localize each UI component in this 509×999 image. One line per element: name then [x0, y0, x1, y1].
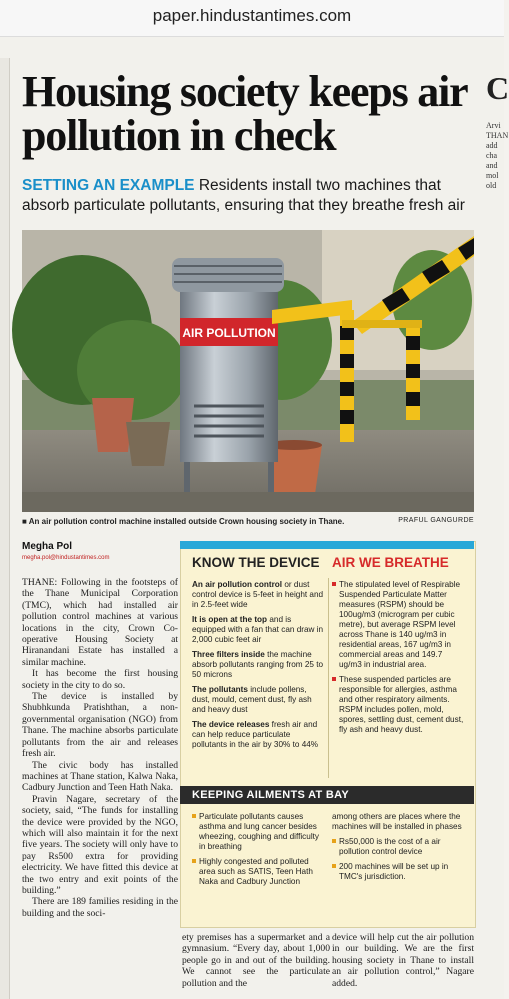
ailment-item: Highly congested and polluted area such as SATIS, Teen Hath Naka and Cadbury Junction — [192, 857, 327, 887]
photo-caption: ■ An air pollution control machine installed outside Crown housing society in Thane. PRAFUL GANGURDE — [22, 517, 474, 526]
air-item: These suspended particles are responsible for allergies, asthma and other respiratory ailments. RSPM includes pollen, mold, spores, settling dust, cement dust, fly ash and heavy dust. — [332, 675, 464, 735]
ailment-item: 200 machines will be set up in TMC's jurisdiction. — [332, 862, 467, 882]
know-the-device-list — [192, 580, 324, 755]
adjacent-text-line: cha — [486, 151, 498, 160]
deck — [22, 176, 467, 216]
adjacent-text-line: mol — [486, 171, 499, 180]
body-column-3 — [332, 932, 474, 989]
byline: Megha Pol — [22, 541, 73, 552]
adjacent-text — [486, 121, 509, 191]
ailment-item: Rs50,000 is the cost of a air pollution control device — [332, 837, 467, 857]
know-item: It is open at the top and is equipped with a fan that can draw in 2,000 cubic feet air — [192, 615, 324, 644]
article-photo — [22, 230, 474, 512]
adjacent-text-line: THAN — [486, 131, 509, 140]
deck-text: Residents install two machines that absorb particulate pollutants, ensuring that they breathe fresh air — [22, 177, 465, 214]
ailment-item-continued: among others are places where the machines will be installed in phases — [332, 812, 462, 831]
body-column-2 — [182, 932, 330, 989]
body-paragraph: device will help cut the air pollution in our building. We are the first housing society in Thane to install an air pollution control,” Nagare added. — [332, 932, 474, 989]
body-paragraph: The device is installed by Shubhkunda Pratishthan, a non-governmental organisation (NGO) from Thane. The machine absorbs particulate pollutants from the air and releases fresh air. — [22, 691, 178, 760]
body-paragraph: The civic body has installed machines at Thane station, Kalwa Naka, Cadbury Junction and Teen Hath Naka. — [22, 759, 178, 794]
air-we-breathe-title: AIR WE BREATHE — [332, 555, 449, 570]
ailments-list-left — [192, 812, 327, 892]
know-item: Three filters inside the machine absorb pollutants ranging from 25 to 50 microns — [192, 650, 324, 679]
adjacent-text-line: and — [486, 161, 498, 170]
byline-email[interactable]: megha.pol@hindustantimes.com — [22, 555, 110, 561]
url-text[interactable]: paper.hindustantimes.com — [152, 6, 352, 25]
photo-credit: PRAFUL GANGURDE — [398, 517, 474, 524]
ailments-list-right — [332, 812, 467, 887]
page-edge — [0, 58, 10, 999]
headline: Housing society keeps air pollution in check — [22, 67, 467, 160]
infobox-divider — [328, 578, 329, 778]
body-paragraph: THANE: Following in the footsteps of the Thane Municipal Corporation (TMC), which had installed air pollution control machines at various locations in the city, Crown Co-operative Housing Society at Hiranandani Estate has installed a similar machine. — [22, 577, 178, 668]
know-item: The pollutants include pollens, dust, mould, cement dust, fly ash and heavy dust — [192, 685, 312, 714]
know-item: The device releases fresh air and can help reduce particulate pollutants in the air by 30% to 44% — [192, 720, 319, 749]
body-paragraph: Pravin Nagare, secretary of the society, said, “The funds for installing the device were provided by the NGO, which will also maintain it for the next five years. The society will only have to pay Rs500 extra for providing electricity. We have fitted this device at the two entry and exit points of the building.” — [22, 793, 178, 896]
body-paragraph: ety premises has a supermarket and a gymnasium. “Every day, about 1,000 people go in and out of the building. We cannot see the particulate pollution and the — [182, 932, 330, 989]
air-we-breathe-list — [332, 580, 464, 740]
body-column-1 — [22, 577, 178, 919]
kicker: SETTING AN EXAMPLE — [22, 177, 195, 194]
know-the-device-title: KNOW THE DEVICE — [192, 555, 320, 570]
ailments-title: KEEPING AILMENTS AT BAY — [192, 789, 350, 801]
infobox-top-rule — [180, 541, 474, 549]
caption-text: An air pollution control machine installed outside Crown housing society in Thane. — [28, 517, 345, 526]
adjacent-text-line: old — [486, 181, 497, 190]
ailment-item: Particulate pollutants causes asthma and lung cancer besides wheezing, coughing and difficulty in breathing — [192, 812, 327, 852]
know-item: An air pollution control or dust control device is 5-feet in height and in 2.5-feet wide — [192, 580, 324, 609]
adjacent-text-line: add — [486, 141, 498, 150]
adjacent-article-peek — [486, 70, 509, 191]
adjacent-headline-letter: C — [486, 70, 509, 106]
browser-address-bar[interactable] — [0, 0, 504, 37]
machine-label: AIR POLLUTION — [182, 326, 276, 340]
adjacent-text-line: Arvi — [486, 121, 501, 130]
air-item: The stipulated level of Respirable Suspended Particulate Matter measures (RSPM) should be 100ug/m3 (microgram per cubic metre), but average RSPM level across Thane is 140 ug/m3 in residential areas, 167 ug/m3 in commercial areas and 149.7 ug/m3 in industrial area. — [332, 580, 464, 670]
body-paragraph: It has become the first housing society in the city to do so. — [22, 668, 178, 691]
body-paragraph: There are 189 families residing in the building and the soci- — [22, 896, 178, 919]
